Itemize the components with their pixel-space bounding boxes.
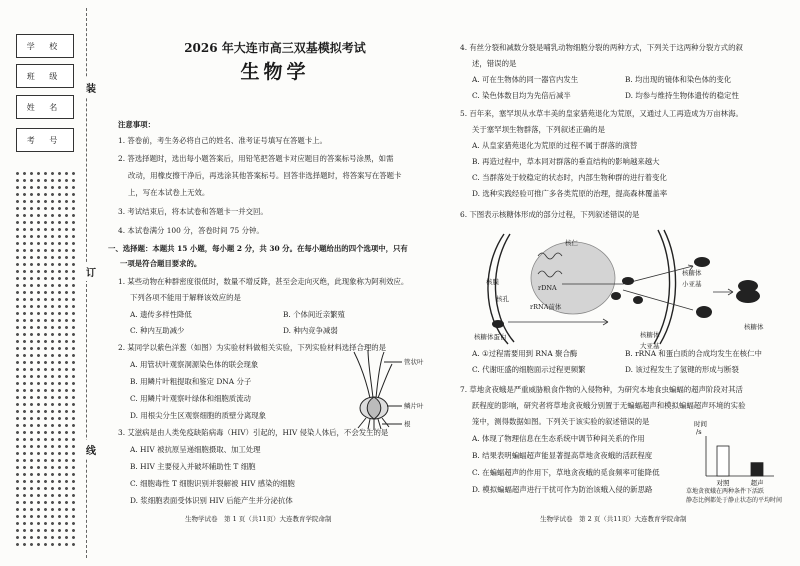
footer-page-1: 生物学试卷 第 1 页（共11页）大连教育学院命制 — [185, 515, 332, 523]
q2-option-b: B. 用鳞片叶粗提取和鉴定 DNA 分子 — [130, 377, 252, 386]
q1-option-b: B. 个体间近亲繁殖 — [283, 310, 345, 319]
q6-option-b: B. rRNA 和蛋白质的合成均发生在核仁中 — [625, 349, 762, 358]
q7-stem: 7. 草地贪夜蛾是严重威胁粮食作物的入侵物种，为研究本地食虫蝙蝠的超声阶段对其活 — [460, 385, 743, 394]
q4-stem: 4. 有丝分裂和减数分裂是哺乳动物细胞分裂的两种方式，下列关于这两种分裂方式的叙 — [460, 43, 743, 52]
section-heading: 一、选择题：本题共 15 小题，每小题 2 分，共 30 分。在每小题给出的四个选项中，只有 — [108, 244, 408, 253]
q4-option-c: C. 染色体数目均为先倍后减半 — [472, 91, 571, 100]
q3-option-c: C. 细胞毒性 T 细胞识别并裂解被 HIV 感染的细胞 — [130, 479, 295, 488]
q5-option-b: B. 再造过程中，草本同对群落的垂直结构的影响越来越大 — [472, 157, 660, 166]
onion-label-tubular-leaf: 管状叶 — [404, 358, 424, 366]
q4-stem-cont: 述，错误的是 — [472, 59, 517, 68]
chart-xtick-1: 超声 — [750, 479, 764, 487]
q3-stem: 3. 艾滋病是由人类免疫缺陷病毒（HIV）引起的，HIV 侵染人体后，不会发生的是 — [118, 428, 389, 437]
q7-option-d: D. 模拟蝙蝠超声进行干扰可作为防治该蛾入侵的新思路 — [472, 485, 653, 494]
q4-option-b: B. 均出现的镜体和染色体的变化 — [625, 75, 732, 84]
notice-item: 1. 答卷前，考生务必将自己的姓名、准考证号填写在答题卡上。 — [118, 136, 327, 145]
chart-ylabel: 时间 — [694, 420, 707, 428]
notice-item: 3. 考试结束后，将本试卷和答题卡一并交回。 — [118, 207, 268, 216]
q7-option-a: A. 体现了物理信息在生态系统中调节种间关系的作用 — [472, 434, 645, 443]
diagram-label-rdna: rDNA — [538, 284, 557, 292]
exam-title: 2026 年大连市高三双基模拟考试 — [184, 41, 366, 55]
footer-page-2: 生物学试卷 第 2 页（共11页）大连教育学院命制 — [540, 515, 687, 523]
onion-label-root: 根 — [404, 420, 411, 428]
chart-xtick-0: 对照 — [716, 479, 730, 487]
class-box — [16, 64, 74, 88]
q5-option-c: C. 当群落处于较稳定的状态时，内部生物种群的进行着变化 — [472, 173, 667, 182]
q3-option-d: D. 浆细胞表面受体识别 HIV 后能产生并分泌抗体 — [130, 496, 293, 505]
onion-label-scale-leaf: 鳞片叶 — [404, 402, 424, 410]
q7-option-c: C. 在蝙蝠超声的作用下，草地贪夜蛾的觅食频率可能降低 — [472, 468, 660, 477]
diagram-label-ribosome: 核糖体 — [682, 269, 702, 277]
q3-option-b: B. HIV 主要侵入并破坏辅助性 T 细胞 — [130, 462, 256, 471]
name-label: 姓 名 — [26, 102, 64, 112]
q7-stem-cont: 笼中，测得数据如图。下列关于该实验的叙述错误的是 — [472, 417, 650, 426]
exam-number-label: 考 号 — [26, 135, 64, 145]
q2-option-c: C. 用鳞片叶观察叶绿体和细胞质流动 — [130, 394, 251, 403]
q2-option-a: A. 用管状叶观察洞源染色体的联会现象 — [130, 360, 259, 369]
bind-char-1: 装 — [86, 78, 96, 97]
school-label: 学 校 — [26, 41, 64, 51]
notice-item: 上，写在本试卷上无效。 — [128, 188, 210, 197]
chart-ylabel-unit: /s — [696, 428, 702, 436]
diagram-label-ribosome-3: 核糖体 — [744, 323, 764, 331]
q1-option-a: A. 遗传多样性降低 — [130, 310, 192, 319]
diagram-label-small-subunit: 小亚基 — [682, 280, 702, 288]
q7-option-b: B. 结果表明蝙蝠超声能显著提高草地贪夜蛾的活跃程度 — [472, 451, 653, 460]
q1-option-d: D. 种内竞争减弱 — [283, 326, 338, 335]
q1-stem: 1. 某些动物在种群密度很低时，数量不增反降，甚至会走向灭绝，此现象称为阿利效应。 — [118, 277, 409, 286]
section-heading-cont: 一项是符合题目要求的。 — [120, 259, 202, 268]
q1-option-c: C. 种内互助减少 — [130, 326, 185, 335]
notice-heading: 注意事项： — [118, 120, 155, 129]
fill-in-dot-grid — [14, 170, 78, 550]
q6-option-a: A. ①过程需要用到 RNA 聚合酶 — [472, 349, 578, 358]
diagram-label-ribosome-2: 核糖体 — [640, 331, 660, 339]
q5-stem: 5. 百年来，塞罕坝从水草丰美的皇家猎苑退化为荒原，又通过人工再造成为万亩林海。 — [460, 109, 743, 118]
diagram-label-ribosomal-protein: 核糖体蛋白 — [474, 333, 507, 341]
diagram-label-nuclear-pore: 核孔 — [496, 295, 509, 303]
q6-option-c: C. 代谢旺盛的细胞面示过程更频繁 — [472, 365, 586, 374]
school-box — [16, 34, 74, 58]
chart-bar-1 — [751, 463, 763, 476]
chart-bar-0 — [717, 446, 729, 476]
q4-option-d: D. 均参与维持生物体遗传的稳定性 — [625, 91, 739, 100]
chart-caption-cont: 静态比例都处于静止状态的平均时间 — [686, 497, 783, 504]
bind-char-3: 线 — [86, 440, 96, 459]
q3-option-a: A. HIV 被抗原呈递细胞摄取、加工处理 — [130, 445, 261, 454]
q4-option-a: A. 可在生物体的同一器官内发生 — [472, 75, 579, 84]
class-label: 班 级 — [26, 71, 64, 81]
q6-option-d: D. 该过程发生了氢键的形成与断裂 — [625, 365, 739, 374]
diagram-label-rrna-precursor: rRNA前体 — [530, 303, 562, 311]
ribosome-diagram — [478, 226, 778, 348]
notice-item: 改动，用橡皮擦干净后，再选涂其他答案标号。回答非选择题时，将答案写在答题卡 — [128, 171, 402, 180]
diagram-label-nucleolus: 核仁 — [565, 239, 578, 247]
notice-item: 4. 本试卷满分 100 分，答卷时间 75 分钟。 — [118, 226, 264, 235]
q5-stem-cont: 关于塞罕坝生物群落，下列叙述正确的是 — [472, 125, 606, 134]
q5-option-a: A. 从皇家猎苑退化为荒原的过程不属于群落的演替 — [472, 141, 638, 150]
bind-char-2: 订 — [86, 262, 96, 281]
q2-option-d: D. 用根尖分生区观察细胞的质壁分离现象 — [130, 411, 267, 420]
notice-item: 2. 答选择题时，选出每小题答案后，用铅笔把答题卡对应题目的答案标号涂黑，如需 — [118, 154, 394, 163]
q6-stem: 6. 下图表示核糖体形成的部分过程，下列叙述错误的是 — [460, 210, 640, 219]
diagram-label-nuclear-envelope: 核膜 — [486, 278, 499, 286]
activity-bar-chart — [690, 418, 790, 488]
name-box — [16, 95, 74, 119]
subject-title: 生物学 — [240, 61, 310, 83]
q7-stem-cont: 跃程度的影响，研究者将草地贪夜蛾分别置于无蝙蝠超声和模拟蝙蝠超声环境的实验 — [472, 401, 746, 410]
q2-stem: 2. 某同学以紫色洋葱（如图）为实验材料做相关实验，下列实验材料选择合理的是 — [118, 343, 387, 352]
diagram-label-large-subunit: 大亚基 — [640, 342, 660, 350]
chart-caption: 草地贪夜蛾在两种条件下活跃 — [686, 488, 765, 495]
q1-stem-cont: 下列各项不能用于解释该效应的是 — [130, 293, 241, 302]
exam-number-box — [16, 128, 74, 152]
q5-option-d: D. 选种实践经验可推广多各类荒原的治理，提高森林覆盖率 — [472, 189, 668, 198]
